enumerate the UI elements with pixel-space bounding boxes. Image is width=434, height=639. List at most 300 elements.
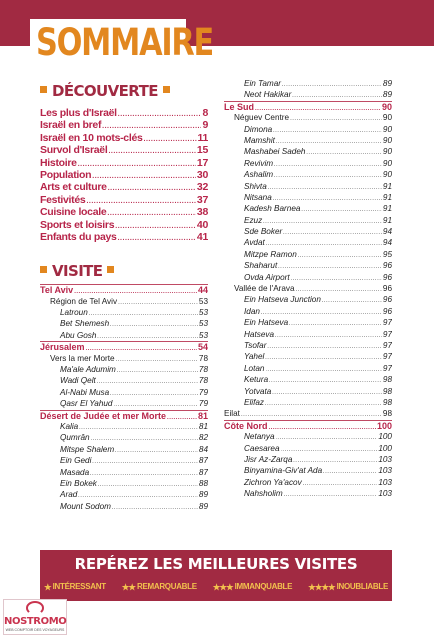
- toc-entry-page: 95: [382, 249, 392, 259]
- toc-entry-page: 97: [382, 340, 392, 350]
- toc-entry-page: 38: [196, 206, 208, 219]
- toc-entry-page: 78: [198, 376, 208, 386]
- toc-entry-page: 89: [382, 79, 392, 88]
- nostromo-logo: [3, 599, 67, 635]
- toc-entry[interactable]: [40, 107, 208, 119]
- toc-entry-label: Avdat: [244, 238, 265, 248]
- dot-leader: [269, 423, 376, 431]
- star-icon: ★★: [121, 582, 135, 592]
- toc-entry-sub[interactable]: [224, 283, 392, 294]
- toc-entry-label: Ma'ale Adumim: [60, 365, 116, 375]
- toc-entry-label: Mitspe Shalem: [60, 444, 115, 454]
- toc-entry-page: 96: [382, 284, 392, 294]
- toc-entry-page: 9: [202, 119, 208, 132]
- toc-entry-label: Région de Tel Aviv: [50, 296, 118, 306]
- toc-entry-page: 79: [198, 399, 208, 409]
- toc-entry-label: Ein Hatseva Junction: [244, 295, 321, 305]
- dot-leader: [281, 445, 378, 454]
- toc-entry-label: Ezuz: [244, 215, 263, 225]
- toc-entry-page: 87: [198, 456, 208, 466]
- toc-entry-label: Yotvata: [244, 386, 272, 396]
- toc-entry-page: 100: [378, 432, 392, 442]
- dot-leader: [118, 298, 198, 307]
- dot-leader: [79, 423, 198, 432]
- toc-entry-label: Eilat: [224, 409, 240, 419]
- section-heading-decouverte: DÉCOUVERTE: [40, 78, 208, 102]
- toc-entry-page: 44: [197, 285, 208, 296]
- toc-entry-city[interactable]: [224, 294, 392, 305]
- dot-leader: [293, 456, 377, 465]
- toc-entry-page: 53: [198, 330, 208, 340]
- toc-entry-sub[interactable]: [224, 112, 392, 123]
- toc-entry-label: Sports et loisirs: [40, 218, 115, 231]
- toc-entry-page: 90: [382, 170, 392, 180]
- toc-entry-page: 54: [197, 342, 208, 353]
- toc-entry[interactable]: [40, 119, 208, 131]
- toc-entry-city[interactable]: [224, 169, 392, 180]
- dot-leader: [261, 308, 382, 317]
- toc-entry-page: 41: [196, 230, 208, 243]
- toc-entry-page: 78: [198, 353, 208, 363]
- logo-name: NOSTROMO: [4, 616, 67, 627]
- visite-list-left: [40, 284, 208, 512]
- toc-entry-label: Qasr El Yahud: [60, 399, 113, 409]
- toc-entry-label: Zichron Ya'acov: [244, 477, 302, 487]
- toc-entry-label: Enfants du pays: [40, 230, 117, 243]
- toc-entry-page: 97: [382, 352, 392, 362]
- toc-entry-page: 98: [382, 375, 392, 385]
- legend-item: [122, 580, 197, 594]
- toc-entry-city[interactable]: [40, 489, 208, 500]
- dot-leader: [322, 296, 382, 305]
- dot-leader: [74, 287, 197, 295]
- dot-leader: [117, 366, 198, 375]
- toc-entry-page: 103: [378, 466, 392, 476]
- toc-entry-city[interactable]: [40, 444, 208, 455]
- toc-entry-label: Dimona: [244, 124, 273, 134]
- toc-entry-page: 89: [198, 501, 208, 511]
- toc-entry-label: Latroun: [60, 308, 88, 318]
- page-title: SOMMAIRE: [36, 21, 214, 64]
- dot-leader: [116, 355, 198, 364]
- toc-entry-page: 96: [382, 306, 392, 316]
- toc-entry-label: Revivim: [244, 158, 274, 168]
- toc-entry-label: Wadi Qelt: [60, 376, 96, 386]
- toc-entry-label: Shaharut: [244, 261, 278, 271]
- toc-entry-page: 15: [196, 144, 208, 157]
- toc-entry-page: 98: [382, 409, 392, 419]
- toc-entry-city[interactable]: [224, 363, 392, 374]
- dot-leader: [107, 208, 195, 218]
- dot-leader: [296, 285, 382, 294]
- dot-leader: [118, 109, 202, 119]
- toc-entry-page: 53: [198, 296, 208, 306]
- dot-leader: [290, 114, 382, 123]
- toc-entry-label: Mount Sodom: [60, 501, 111, 511]
- toc-entry-page: 84: [198, 444, 208, 454]
- toc-entry-page: 96: [382, 272, 392, 282]
- toc-entry-city[interactable]: [224, 443, 392, 454]
- square-bullet-icon: [40, 266, 47, 273]
- toc-entry-page: 87: [198, 467, 208, 477]
- toc-entry-label: Nahsholim: [244, 489, 283, 499]
- toc-entry-city[interactable]: [40, 330, 208, 341]
- toc-entry-page: 98: [382, 397, 392, 407]
- toc-entry-page: 103: [378, 477, 392, 487]
- toc-entry-label: Arts et culture: [40, 181, 107, 194]
- toc-entry-label: Lotan: [244, 363, 265, 373]
- toc-entry-city[interactable]: [224, 124, 392, 135]
- toc-entry-label: Désert de Judée et mer Morte: [40, 410, 167, 421]
- dot-leader: [267, 342, 381, 351]
- star-icon: ★: [44, 582, 51, 592]
- toc-entry-page: 79: [198, 387, 208, 397]
- toc-entry-label: Binyamina-Giv'at Ada: [244, 466, 323, 476]
- toc-entry[interactable]: [40, 194, 208, 206]
- dot-leader: [272, 388, 382, 397]
- toc-entry-label: Mashabei Sadeh: [244, 147, 306, 157]
- toc-entry-label: Jérusalem: [40, 342, 85, 353]
- toc-entry-label: Caesarea: [244, 443, 280, 453]
- toc-entry-label: Population: [40, 168, 92, 181]
- dot-leader: [268, 183, 382, 192]
- toc-entry-city[interactable]: [224, 477, 392, 488]
- toc-entry-page: 90: [382, 135, 392, 145]
- toc-entry-page: 90: [382, 113, 392, 123]
- legend-label: INTÉRESSANT: [52, 582, 106, 591]
- toc-entry-city[interactable]: [224, 351, 392, 362]
- toc-entry-page: 91: [382, 204, 392, 214]
- toc-entry-page: 8: [202, 107, 208, 119]
- toc-entry-city[interactable]: [224, 78, 392, 89]
- toc-entry-label: Yahel: [244, 352, 265, 362]
- toc-entry-label: Hatseva: [244, 329, 275, 339]
- dot-leader: [298, 251, 382, 260]
- toc-entry-region[interactable]: [40, 284, 208, 295]
- toc-entry-label: Al-Nabi Musa: [60, 387, 110, 397]
- toc-entry-page: 90: [382, 147, 392, 157]
- dot-leader: [86, 344, 197, 352]
- dot-leader: [289, 319, 382, 328]
- toc-entry[interactable]: [40, 231, 208, 243]
- dot-leader: [114, 400, 198, 409]
- dot-leader: [110, 389, 198, 398]
- toc-entry-plain[interactable]: [224, 408, 392, 419]
- dot-leader: [98, 480, 198, 489]
- toc-entry-page: 94: [382, 238, 392, 248]
- toc-entry-page: 32: [196, 181, 208, 194]
- toc-entry-city[interactable]: [224, 146, 392, 157]
- toc-entry-city[interactable]: [40, 501, 208, 512]
- toc-entry-label: Ketura: [244, 375, 269, 385]
- toc-entry-city[interactable]: [224, 465, 392, 476]
- toc-entry-city[interactable]: [40, 398, 208, 409]
- star-icon: ★★★: [212, 582, 233, 592]
- dot-leader: [263, 217, 382, 226]
- toc-entry-page: 91: [382, 215, 392, 225]
- toc-entry-label: Nitsana: [244, 192, 272, 202]
- dot-leader: [78, 491, 198, 500]
- dot-leader: [292, 91, 382, 100]
- toc-entry-page: 103: [378, 454, 392, 464]
- toc-entry-page: 53: [198, 319, 208, 329]
- toc-entry-label: Ein Hatseva: [244, 318, 289, 328]
- dot-leader: [282, 80, 382, 89]
- dot-leader: [291, 274, 382, 283]
- toc-entry-label: Arad: [60, 490, 78, 500]
- toc-entry-city[interactable]: [40, 375, 208, 386]
- toc-entry-label: Ein Bokek: [60, 478, 97, 488]
- toc-entry-sub[interactable]: [40, 353, 208, 364]
- toc-entry-region[interactable]: [40, 341, 208, 352]
- toc-entry-label: Côte Nord: [224, 420, 268, 431]
- toc-entry[interactable]: [40, 181, 208, 193]
- dot-leader: [115, 221, 196, 231]
- toc-entry-city[interactable]: [40, 421, 208, 432]
- dot-leader: [301, 205, 381, 214]
- visite-list-right: [224, 78, 392, 499]
- section-heading-visite: VISITE: [40, 258, 208, 282]
- dot-leader: [92, 171, 196, 181]
- dot-leader: [255, 104, 381, 112]
- toc-entry-label: Le Sud: [224, 101, 255, 112]
- toc-entry-label: Ashalim: [244, 170, 274, 180]
- toc-entry-label: Netanya: [244, 432, 275, 442]
- toc-entry[interactable]: [40, 144, 208, 156]
- dot-leader: [278, 262, 382, 271]
- toc-entry-city[interactable]: [40, 467, 208, 478]
- dot-leader: [115, 446, 198, 455]
- toc-entry[interactable]: [40, 132, 208, 144]
- toc-entry-label: Cuisine locale: [40, 206, 107, 219]
- dot-leader: [91, 434, 198, 443]
- toc-entry-city[interactable]: [224, 272, 392, 283]
- dot-leader: [110, 320, 198, 329]
- dot-leader: [265, 353, 382, 362]
- toc-entry-page: 82: [198, 433, 208, 443]
- dot-leader: [144, 134, 197, 144]
- toc-entry-label: Sde Boker: [244, 227, 283, 237]
- toc-entry-city[interactable]: [224, 431, 392, 442]
- toc-entry-page: 96: [382, 295, 392, 305]
- toc-entry-page: 88: [198, 478, 208, 488]
- toc-entry-page: 30: [196, 168, 208, 181]
- toc-entry-label: Néguev Centre: [234, 113, 290, 123]
- dot-leader: [112, 503, 198, 512]
- toc-entry-city[interactable]: [224, 374, 392, 385]
- toc-entry-city[interactable]: [224, 237, 392, 248]
- toc-entry-page: 90: [382, 124, 392, 134]
- toc-entry-label: Survol d'Israël: [40, 144, 108, 157]
- toc-entry-page: 96: [382, 261, 392, 271]
- dot-leader: [269, 376, 382, 385]
- star-icon: ★★★★: [308, 582, 335, 592]
- toc-entry-page: 81: [198, 421, 208, 431]
- dot-leader: [108, 146, 195, 156]
- dot-leader: [274, 160, 382, 169]
- square-bullet-icon: [107, 266, 114, 273]
- dot-leader: [303, 479, 378, 488]
- toc-entry-label: Ein Gedi: [60, 456, 92, 466]
- toc-entry-label: Idan: [244, 306, 260, 316]
- decouverte-list: [40, 107, 208, 243]
- toc-entry-city[interactable]: [224, 306, 392, 317]
- toc-entry-label: Ovda Airport: [244, 272, 290, 282]
- dot-leader: [108, 183, 196, 193]
- dot-leader: [306, 148, 381, 157]
- dot-leader: [274, 171, 382, 180]
- square-bullet-icon: [40, 86, 47, 93]
- toc-entry-page: 97: [382, 329, 392, 339]
- toc-entry-city[interactable]: [224, 215, 392, 226]
- toc-entry-label: Shivta: [244, 181, 267, 191]
- logo-tagline: WEB COMPTOIR DES VOYAGEURS: [5, 628, 65, 632]
- legend-item: [308, 580, 388, 594]
- toc-entry-city[interactable]: [224, 181, 392, 192]
- dot-leader: [102, 121, 201, 131]
- toc-entry-page: 103: [378, 489, 392, 499]
- toc-entry-city[interactable]: [40, 318, 208, 329]
- dot-leader: [323, 467, 377, 476]
- toc-entry-city[interactable]: [224, 203, 392, 214]
- toc-entry-page: 90: [381, 101, 392, 112]
- toc-entry-city[interactable]: [40, 387, 208, 398]
- toc-entry-label: Neot Hakikar: [244, 90, 292, 100]
- toc-entry-label: Kadesh Barnea: [244, 204, 301, 214]
- dot-leader: [97, 377, 198, 386]
- toc-entry-page: 100: [376, 420, 392, 431]
- toc-entry-page: 40: [196, 218, 208, 231]
- toc-entry-city[interactable]: [40, 364, 208, 375]
- toc-entry-label: Israël en bref: [40, 119, 102, 132]
- dot-leader: [273, 194, 382, 203]
- toc-entry-city[interactable]: [224, 329, 392, 340]
- toc-entry-city[interactable]: [224, 454, 392, 465]
- toc-entry-label: Tsofar: [244, 340, 267, 350]
- toc-entry-city[interactable]: [40, 455, 208, 466]
- legend-item: [44, 580, 106, 594]
- toc-entry-city[interactable]: [224, 192, 392, 203]
- rating-legend-banner: [40, 550, 392, 601]
- toc-entry-label: Jisr Az-Zarqa: [244, 454, 293, 464]
- dot-leader: [283, 228, 382, 237]
- toc-entry-page: 53: [198, 308, 208, 318]
- dot-leader: [276, 433, 378, 442]
- dot-leader: [118, 233, 196, 243]
- square-bullet-icon: [163, 86, 170, 93]
- legend-label: INOUBLIABLE: [336, 582, 388, 591]
- dot-leader: [90, 469, 198, 478]
- dot-leader: [266, 239, 382, 248]
- dot-leader: [276, 137, 382, 146]
- legend-label: IMMANQUABLE: [234, 582, 293, 591]
- toc-entry-page: 98: [382, 386, 392, 396]
- toc-entry-label: Histoire: [40, 156, 77, 169]
- toc-entry-page: 90: [382, 158, 392, 168]
- toc-entry-city[interactable]: [40, 478, 208, 489]
- dot-leader: [275, 331, 382, 340]
- toc-entry-city[interactable]: [40, 432, 208, 443]
- toc-entry-label: Israël en 10 mots-clés: [40, 131, 143, 144]
- toc-entry-label: Tel Aviv: [40, 285, 74, 296]
- toc-entry-label: Vers la mer Morte: [50, 353, 115, 363]
- toc-entry-city[interactable]: [224, 89, 392, 100]
- toc-entry-label: Qumrân: [60, 433, 90, 443]
- toc-entry-page: 100: [378, 443, 392, 453]
- toc-entry-city[interactable]: [224, 226, 392, 237]
- dot-leader: [89, 309, 198, 318]
- toc-entry-sub[interactable]: [40, 296, 208, 307]
- toc-entry-city[interactable]: [224, 260, 392, 271]
- toc-entry-region[interactable]: [224, 420, 392, 431]
- toc-entry-city[interactable]: [224, 386, 392, 397]
- toc-entry-page: 91: [382, 181, 392, 191]
- toc-entry-page: 97: [382, 363, 392, 373]
- dot-leader: [284, 490, 378, 499]
- logo-arc-icon: [26, 601, 44, 615]
- toc-entry-page: 78: [198, 365, 208, 375]
- toc-entry-city[interactable]: [224, 488, 392, 499]
- right-column: [224, 78, 392, 499]
- toc-entry-city[interactable]: [224, 249, 392, 260]
- toc-entry-city[interactable]: [224, 340, 392, 351]
- left-column: [40, 78, 208, 512]
- legend-title: REPÉREZ LES MEILLEURES VISITES: [74, 555, 358, 573]
- toc-entry[interactable]: [40, 206, 208, 218]
- dot-leader: [78, 159, 196, 169]
- legend-item: [213, 580, 292, 594]
- toc-entry[interactable]: [40, 169, 208, 181]
- toc-entry-page: 11: [197, 131, 208, 144]
- toc-entry-city[interactable]: [224, 135, 392, 146]
- toc-entry-region[interactable]: [40, 410, 208, 421]
- toc-entry[interactable]: [40, 157, 208, 169]
- toc-entry-page: 89: [382, 90, 392, 100]
- toc-entry-label: Ein Tamar: [244, 79, 282, 88]
- toc-entry-city[interactable]: [40, 307, 208, 318]
- toc-entry-page: 89: [198, 490, 208, 500]
- toc-entry-label: Mamshit: [244, 135, 275, 145]
- toc-entry-page: 81: [197, 410, 208, 421]
- toc-entry-city[interactable]: [224, 317, 392, 328]
- toc-entry-city[interactable]: [224, 158, 392, 169]
- dot-leader: [92, 457, 197, 466]
- toc-entry-page: 97: [382, 318, 392, 328]
- toc-entry-city[interactable]: [224, 397, 392, 408]
- legend-items: [44, 580, 388, 594]
- dot-leader: [266, 365, 382, 374]
- toc-entry-label: Festivités: [40, 193, 86, 206]
- toc-entry-region[interactable]: [224, 101, 392, 112]
- dot-leader: [241, 410, 382, 419]
- toc-entry-label: Elifaz: [244, 397, 265, 407]
- toc-entry-label: Les plus d'Israël: [40, 107, 117, 119]
- toc-entry-page: 94: [382, 227, 392, 237]
- dot-leader: [265, 399, 382, 408]
- legend-label: REMARQUABLE: [136, 582, 197, 591]
- dot-leader: [167, 413, 197, 421]
- toc-entry[interactable]: [40, 219, 208, 231]
- toc-entry-label: Mitzpe Ramon: [244, 249, 297, 259]
- dot-leader: [273, 126, 382, 135]
- toc-entry-label: Masada: [60, 467, 90, 477]
- toc-entry-label: Bet Shemesh: [60, 319, 110, 329]
- dot-leader: [86, 196, 195, 206]
- toc-entry-label: Vallée de l'Arava: [234, 284, 295, 294]
- toc-entry-label: Abu Gosh: [60, 330, 97, 340]
- dot-leader: [97, 332, 197, 341]
- toc-entry-page: 37: [196, 193, 208, 206]
